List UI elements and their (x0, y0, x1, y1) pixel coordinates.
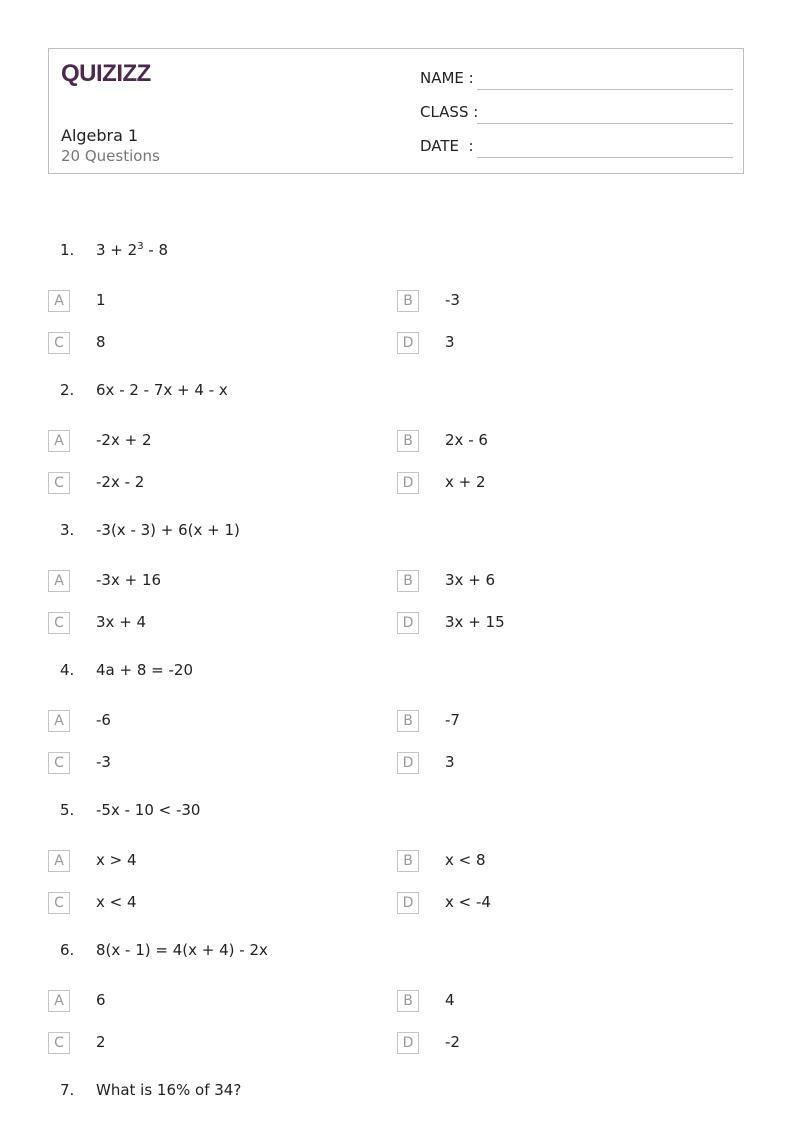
option-letter-box: B (397, 570, 419, 592)
option-letter-box: C (48, 752, 70, 774)
option-letter-box: C (48, 892, 70, 914)
option-text: -2 (445, 1033, 460, 1051)
option-letter-box: A (48, 990, 70, 1012)
question-number: 1. (60, 241, 75, 259)
option-text: -2x + 2 (96, 431, 152, 449)
option-letter-box: D (397, 1032, 419, 1054)
option-text: 3x + 15 (445, 613, 505, 631)
option-letter-box: A (48, 570, 70, 592)
option-text: x < -4 (445, 893, 491, 911)
option-letter-box: C (48, 612, 70, 634)
question-6 (0, 941, 794, 965)
option-letter-box: D (397, 752, 419, 774)
name-label: NAME : (420, 69, 474, 87)
option-letter-box: D (397, 332, 419, 354)
worksheet-header (48, 48, 744, 174)
option-letter-box: A (48, 850, 70, 872)
question-number: 4. (60, 661, 75, 679)
option-text: x > 4 (96, 851, 137, 869)
name-line[interactable] (477, 89, 733, 90)
option-text: 1 (96, 291, 106, 309)
question-5 (0, 801, 794, 825)
option-letter-box: B (397, 850, 419, 872)
svg-text:QUIZIZZ: QUIZIZZ (61, 60, 151, 87)
option-text: -3x + 16 (96, 571, 162, 589)
option-letter-box: D (397, 892, 419, 914)
date-label: DATE : (420, 137, 474, 155)
option-letter-box: C (48, 1032, 70, 1054)
question-number: 3. (60, 521, 75, 539)
option-letter-box: B (397, 430, 419, 452)
option-text: 3 (445, 333, 455, 351)
question-text: What is 16% of 34? (96, 1081, 242, 1099)
option-letter-box: D (397, 472, 419, 494)
question-number: 7. (60, 1081, 75, 1099)
option-letter-box: B (397, 990, 419, 1012)
option-text: 2 (96, 1033, 106, 1051)
date-line[interactable] (477, 157, 733, 158)
question-number: 5. (60, 801, 75, 819)
option-letter-box: A (48, 430, 70, 452)
question-2 (0, 381, 794, 405)
question-7 (0, 1081, 794, 1105)
option-text: 3x + 4 (96, 613, 147, 631)
quiz-title: Algebra 1 (61, 126, 139, 145)
question-text: $3 + 2^3 - 8$ (96, 241, 169, 259)
option-letter-box: A (48, 290, 70, 312)
option-text: -3 (96, 753, 111, 771)
option-letter-box: C (48, 472, 70, 494)
option-text: x + 2 (445, 473, 486, 491)
option-text: 3x + 6 (445, 571, 496, 589)
option-letter-box: A (48, 710, 70, 732)
question-4 (0, 661, 794, 685)
option-text: -3 (445, 291, 460, 309)
option-text: x < 8 (445, 851, 486, 869)
question-text: 6x - 2 - 7x + 4 - x (96, 381, 228, 399)
question-number: 6. (60, 941, 75, 959)
question-text: 4a + 8 = -20 (96, 661, 193, 679)
question-number: 2. (60, 381, 75, 399)
option-text: 8 (96, 333, 106, 351)
question-3 (0, 521, 794, 545)
class-line[interactable] (477, 123, 733, 124)
option-text: 3 (445, 753, 455, 771)
question-text: -5x - 10 < -30 (96, 801, 201, 819)
class-label: CLASS : (420, 103, 479, 121)
option-text: -2x - 2 (96, 473, 145, 491)
question-text: -3(x - 3) + 6(x + 1) (96, 521, 240, 539)
option-text: x < 4 (96, 893, 137, 911)
option-letter-box: B (397, 290, 419, 312)
quizizz-logo (61, 59, 153, 93)
option-text: 4 (445, 991, 455, 1009)
option-letter-box: C (48, 332, 70, 354)
question-count: 20 Questions (61, 147, 160, 165)
option-text: -7 (445, 711, 460, 729)
question-text: 8(x - 1) = 4(x + 4) - 2x (96, 941, 268, 959)
option-letter-box: B (397, 710, 419, 732)
question-1 (0, 241, 794, 265)
option-letter-box: D (397, 612, 419, 634)
option-text: 2x - 6 (445, 431, 488, 449)
option-text: -6 (96, 711, 111, 729)
option-text: 6 (96, 991, 106, 1009)
